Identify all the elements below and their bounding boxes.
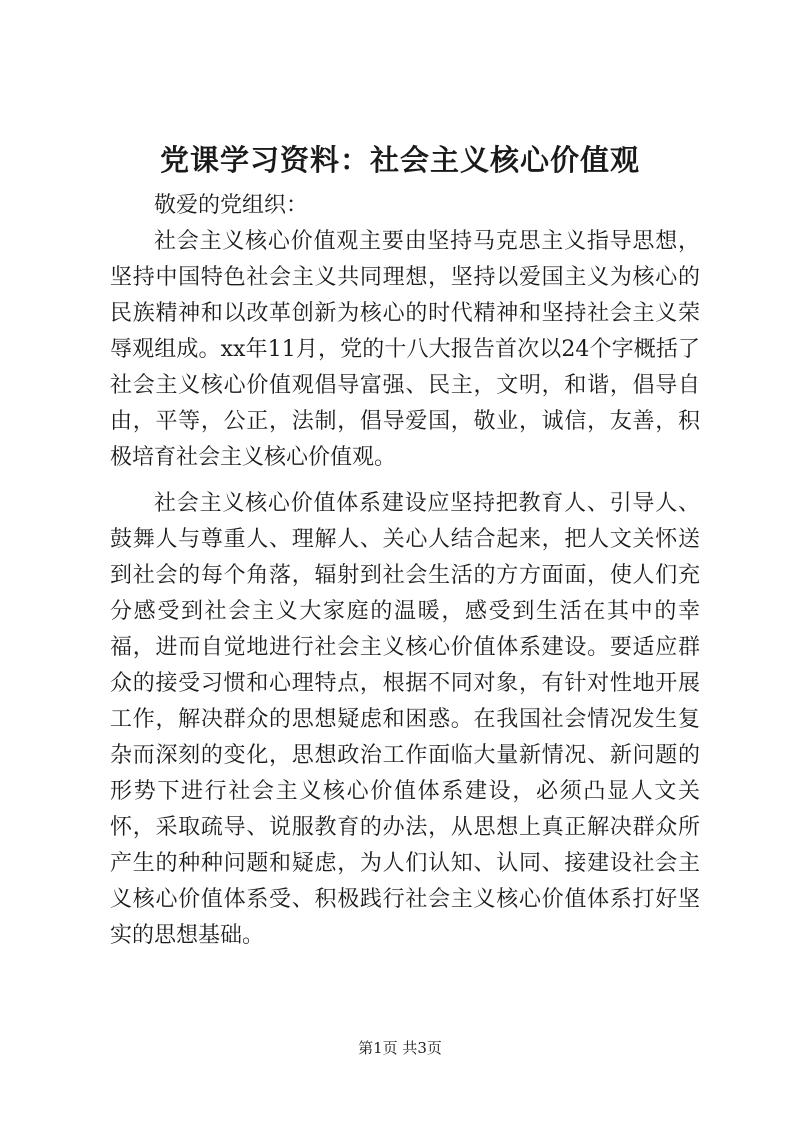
paragraph-2: 社会主义核心价值体系建设应坚持把教育人、引导人、鼓舞人与尊重人、理解人、关心人结合起来，把人文关怀送到社会的每个角落，辐射到社会生活的方方面面，使人们充分感受到社会主义大家庭的温暖，感受到生活在其中的幸福，进而自觉地进行社会主义核心价值体系建设。要适应群众的接受习惯和心理特点，根据不同对象，有针对性地开展工作，解决群众的思想疑虑和困惑。在我国社会情况发生复杂而深刻的变化，思想政治工作面临大量新情况、新问题的形势下进行社会主义核心价值体系建设，必须凸显人文关怀，采取疏导、说服教育的办法，从思想上真正解决群众所产生的种种问题和疑虑，为人们认知、认同、接建设社会主义核心价值体系受、积极践行社会主义核心价值体系打好坚实的思想基础。 [110,491,700,948]
paragraph-1: 社会主义核心价值观主要由坚持马克思主义指导思想，坚持中国特色社会主义共同理想，坚持以爱国主义为核心的民族精神和以改革创新为核心的时代精神和坚持社会主义荣辱观组成。xx年11月，党的十八大报告首次以24个字概括了社会主义核心价值观倡导富强、民主，文明，和谐，倡导自由，平等，公正，法制，倡导爱国，敬业，诚信，友善，积极培育社会主义核心价值观。 [110,229,700,470]
page-footer: 第1页 共3页 [358,1039,442,1057]
salutation: 敬爱的党组织： [154,193,309,218]
document-body [110,188,700,954]
document-title: 党课学习资料：社会主义核心价值观 [159,143,640,177]
